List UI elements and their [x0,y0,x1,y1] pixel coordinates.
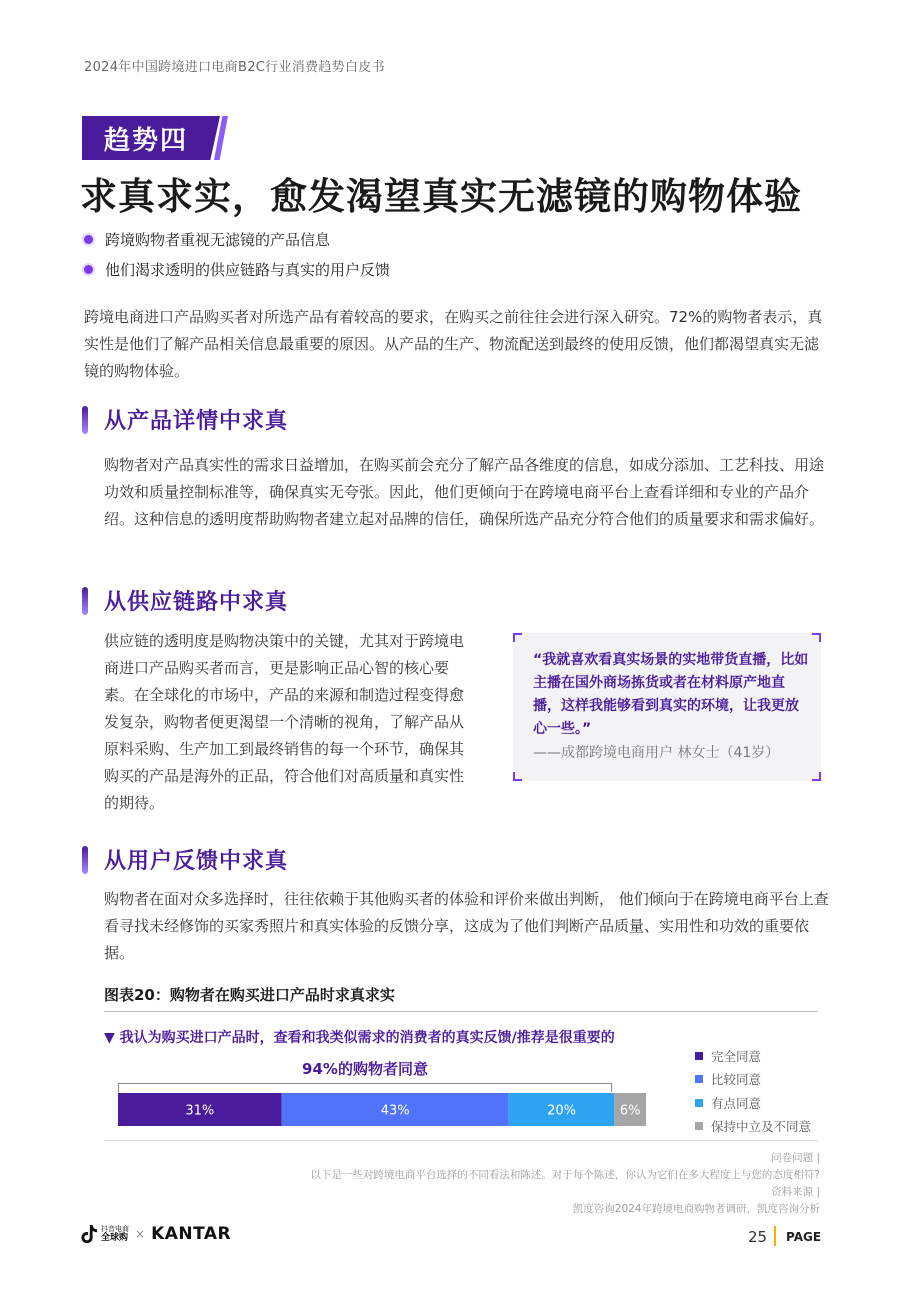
section-marker-icon [82,406,88,434]
key-points [84,224,390,284]
stacked-bar-chart [118,1093,648,1127]
legend-item [695,1091,811,1115]
tiktok-icon [80,1224,98,1244]
quote-text: “我就喜欢看真实场景的实地带货直播，比如主播在国外商场拣货或者在材料原产地直播，这样我能够看到真实的环境，让我更放心一些。” [533,652,809,737]
page-title: 求真求实，愈发渴望真实无滤镜的购物体验 [80,175,802,218]
legend-item [695,1115,811,1139]
note-question-label: 问卷问题 | [771,1152,820,1164]
bar-segment-label: 43% [380,1103,410,1119]
intro-paragraph: 跨境电商进口产品购买者对所选产品有着较高的要求，在购买之前往往会进行深入研究。72%的购物者表示，真实性是他们了解产品相关信息最重要的原因。从产品的生产、物流配送到最终的使用反馈，他们都渴望真实无滤镜的购物体验。 [84,308,823,380]
bar-segment-label: 31% [185,1103,215,1119]
key-point-text: 他们渴求透明的供应链路与真实的用户反馈 [105,260,391,279]
note-question-text: 以下是一些对跨境电商平台选择的不同看法和陈述。对于每个陈述，你认为它们在多大程度上与您的态度相符? [310,1169,820,1181]
chart-title: 图表20：购物者在购买进口产品时求真求实 [104,986,395,1004]
annotation-bracket [118,1083,612,1092]
corner-bracket-icon [812,633,821,642]
corner-bracket-icon [513,772,522,781]
key-point-text: 跨境购物者重视无滤镜的产品信息 [105,230,331,249]
section-marker-icon [82,587,88,615]
note-source-label: 资料来源 | [771,1186,820,1198]
quote-source: ——成都跨境电商用户 林女士（41岁） [533,745,780,761]
legend-label: 保持中立及不同意 [711,1119,812,1135]
section-title-feedback: 从用户反馈中求真 [104,849,289,874]
legend-swatch [695,1052,703,1060]
footer-logos [80,1222,231,1246]
document-header: 2024年中国跨境进口电商B2C行业消费趋势白皮书 [84,60,385,75]
legend-swatch [695,1122,703,1130]
note-source-text: 凯度咨询2024年跨境电商购物者调研，凯度咨询分析 [572,1203,820,1215]
section-body-product: 购物者对产品真实性的需求日益增加，在购买前会充分了解产品各维度的信息，如成分添加、工艺科技、用途功效和质量控制标准等，确保真实无夸张。因此，他们更倾向于在跨境电商平台上查看详细和专业的产品介绍。这种信息的透明度帮助购物者建立起对品牌的信任，确保所选产品充分符合他们的质量要求和需求偏好。 [104,456,825,528]
chart-legend [695,1044,811,1138]
legend-label: 有点同意 [711,1095,762,1111]
section-title-product: 从产品详情中求真 [104,409,289,434]
legend-label: 完全同意 [711,1048,762,1064]
section-title-supply: 从供应链路中求真 [104,590,289,615]
corner-bracket-icon [812,772,821,781]
bar-segment-label: 20% [547,1103,576,1119]
chart-question: ▼ 我认为购买进口产品时，查看和我类似需求的消费者的真实反馈/推荐是很重要的 [104,1030,615,1046]
section-marker-icon [82,846,88,874]
logo-separator: × [135,1227,146,1241]
section-body-feedback: 购物者在面对众多选择时，往往依赖于其他购买者的体验和评价来做出判断， 他们倾向于在跨境电商平台上查看寻找未经修饰的买家秀照片和真实体验的反馈分享，这成为了他们判断产品质量、实用性和功效的重要依据。 [104,890,829,962]
chart-annotation: 94%的购物者同意 [302,1060,428,1078]
page-separator [774,1226,776,1246]
chart-divider [104,1011,818,1012]
brand-cn [98,1225,129,1243]
legend-item [695,1068,811,1092]
brand-cn-line1: 抖音电商 [101,1225,129,1233]
legend-label: 比较同意 [711,1072,762,1088]
chart-bottom-rule [104,1140,818,1141]
kantar-logo: KANTAR [151,1224,232,1244]
corner-bracket-icon [513,633,522,642]
section-body-supply: 供应链的透明度是购物决策中的关键，尤其对于跨境电商进口产品购买者而言，更是影响正品心智的核心要素。在全球化的市场中，产品的来源和制造过程变得愈发复杂，购物者便更渴望一个清晰的视角，了解产品从原料采购、生产加工到最终销售的每一个环节，确保其购买的产品是海外的正品，符合他们对高质量和真实性的期待。 [104,632,465,812]
user-quote-box [513,633,821,781]
bullet-dot-icon [84,235,93,244]
page-label: PAGE [786,1230,822,1244]
bullet-dot-icon [84,265,93,274]
key-point [84,254,390,284]
brand-cn-line2: 全球购 [101,1233,129,1243]
trend-tag: 趋势四 [104,126,189,156]
page-number: 25 [748,1228,768,1246]
bar-segment-label: 6% [619,1103,641,1119]
legend-swatch [695,1075,703,1083]
legend-swatch [695,1099,703,1107]
legend-item [695,1044,811,1068]
key-point [84,224,390,254]
